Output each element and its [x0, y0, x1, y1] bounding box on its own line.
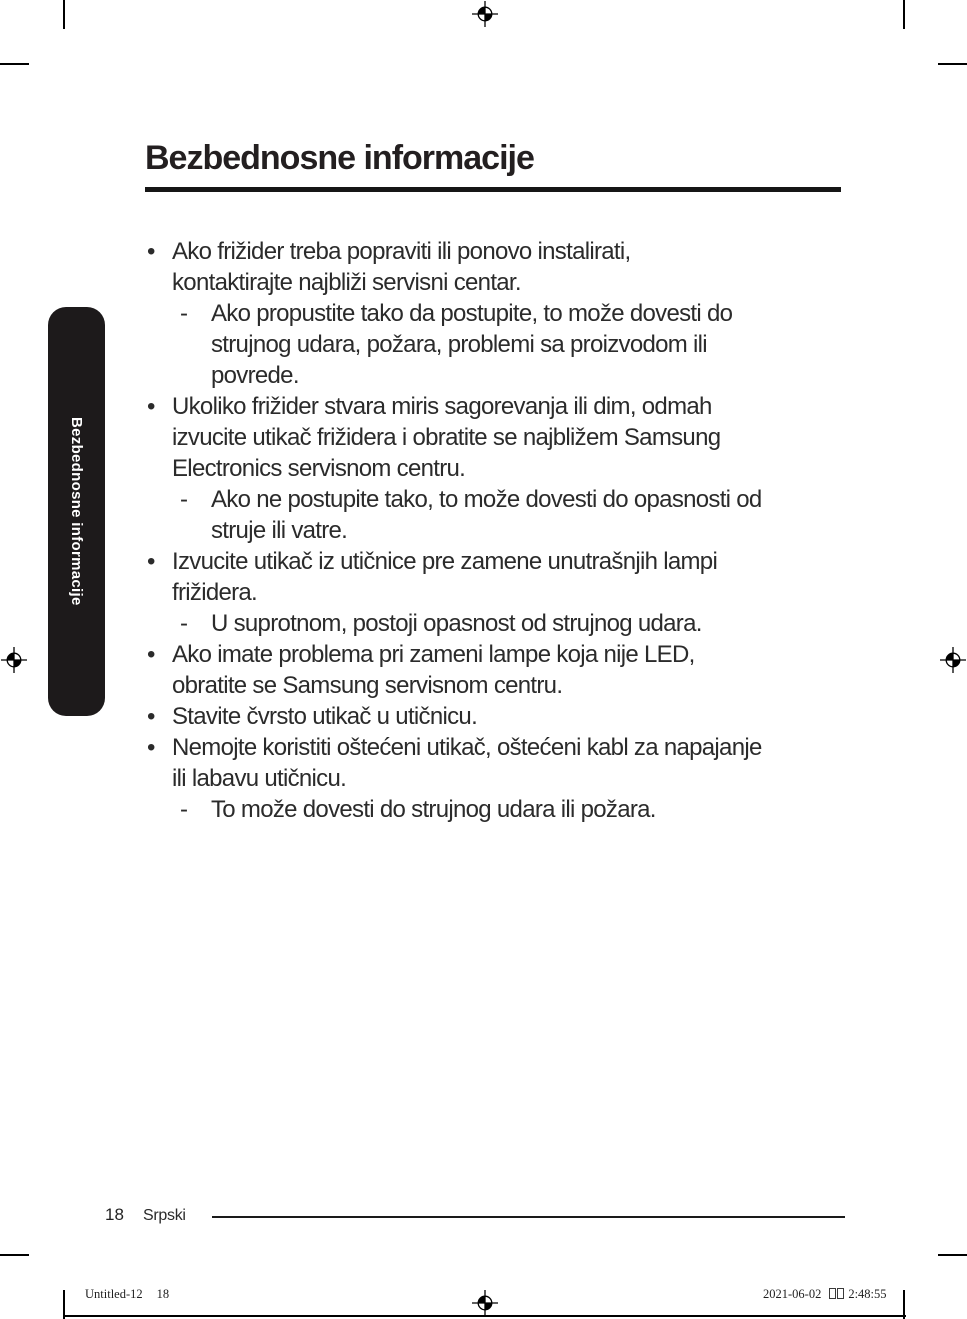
bullet-marker: •	[147, 641, 155, 668]
bullet-marker: •	[147, 238, 155, 265]
list-item	[147, 391, 855, 484]
print-slug-time: 2:48:55	[848, 1287, 887, 1301]
text-line: Ako imate problema pri zameni lampe koja nije LED,	[172, 641, 695, 668]
bullet-marker: •	[147, 548, 155, 575]
list-item	[147, 236, 855, 298]
missing-glyph-icon	[829, 1288, 845, 1303]
bullet-marker: •	[147, 393, 155, 420]
crop-mark-top-left-v	[63, 0, 65, 29]
bullet-marker: •	[147, 734, 155, 761]
text-line: Izvucite utikač iz utičnice pre zamene unutrašnjih lampi	[172, 548, 718, 575]
registration-mark-bottom-icon	[471, 1289, 499, 1317]
list-item-text	[211, 298, 732, 391]
list-subitem	[178, 484, 855, 546]
bottom-trim-rule	[63, 1315, 906, 1317]
print-slug-date: 2021-06-02	[763, 1287, 822, 1301]
sidebar-chapter-tab	[48, 307, 105, 716]
footer-rule	[212, 1216, 845, 1218]
list-item	[147, 639, 855, 701]
list-subitem	[178, 794, 855, 825]
text-line: Nemojte koristiti oštećeni utikač, oštećeni kabl za napajanje	[172, 734, 762, 761]
content-list	[145, 236, 855, 825]
dash-marker: -	[180, 300, 188, 327]
dash-marker: -	[180, 796, 188, 823]
list-item-text	[172, 732, 762, 794]
dash-marker: -	[180, 610, 188, 637]
registration-mark-top-icon	[471, 0, 499, 28]
sidebar-chapter-tab-label: Bezbednosne informacije	[68, 417, 85, 606]
crop-mark-top-left-h	[0, 63, 29, 65]
text-line: povrede.	[211, 362, 299, 389]
text-line: strujnog udara, požara, problemi sa proizvodom ili	[211, 331, 707, 358]
list-subitem	[178, 298, 855, 391]
text-line: Ako propustite tako da postupite, to može dovesti do	[211, 300, 733, 327]
crop-mark-top-right-v	[903, 0, 905, 29]
crop-mark-bottom-right-h	[938, 1254, 967, 1256]
bullet-marker: •	[147, 703, 155, 730]
text-line: Ako ne postupite tako, to može dovesti do opasnosti od	[211, 486, 762, 513]
print-slug-file	[85, 1287, 169, 1302]
dash-marker: -	[180, 486, 188, 513]
list-item-text	[172, 546, 717, 608]
page-title: Bezbednosne informacije	[145, 139, 534, 177]
text-line: Ako frižider treba popraviti ili ponovo instalirati,	[172, 238, 631, 265]
registration-mark-left-icon	[0, 646, 28, 674]
print-slug-file-label: Untitled-12	[85, 1287, 143, 1301]
text-line: Electronics servisnom centru.	[172, 455, 466, 482]
list-item-text	[172, 639, 695, 701]
crop-mark-top-right-h	[938, 63, 967, 65]
text-line: Stavite čvrsto utikač u utičnicu.	[172, 703, 478, 730]
list-item-text	[172, 236, 631, 298]
list-item-text	[211, 794, 656, 825]
text-line: Ukoliko frižider stvara miris sagorevanja ili dim, odmah	[172, 393, 712, 420]
print-slug-file-page: 18	[156, 1287, 170, 1301]
page-number: 18	[105, 1205, 124, 1224]
print-slug-datetime	[763, 1287, 887, 1303]
list-item-text	[211, 608, 702, 639]
text-line: U suprotnom, postoji opasnost od strujnog udara.	[211, 610, 702, 637]
text-line: struje ili vatre.	[211, 517, 348, 544]
list-item-text	[172, 701, 477, 732]
text-line: ili labavu utičnicu.	[172, 765, 347, 792]
text-line: obratite se Samsung servisnom centru.	[172, 672, 563, 699]
crop-mark-bottom-left-h	[0, 1254, 29, 1256]
title-rule	[145, 187, 841, 192]
registration-mark-right-icon	[939, 646, 967, 674]
language-label: Srpski	[143, 1207, 186, 1224]
text-line: izvucite utikač frižidera i obratite se najbližem Samsung	[172, 424, 721, 451]
list-item	[147, 732, 855, 794]
list-item-text	[211, 484, 762, 546]
text-line: frižidera.	[172, 579, 258, 606]
list-item	[147, 546, 855, 608]
text-line: To može dovesti do strujnog udara ili požara.	[211, 796, 656, 823]
list-item-text	[172, 391, 720, 484]
list-item	[147, 701, 855, 732]
text-line: kontaktirajte najbliži servisni centar.	[172, 269, 521, 296]
list-subitem	[178, 608, 855, 639]
